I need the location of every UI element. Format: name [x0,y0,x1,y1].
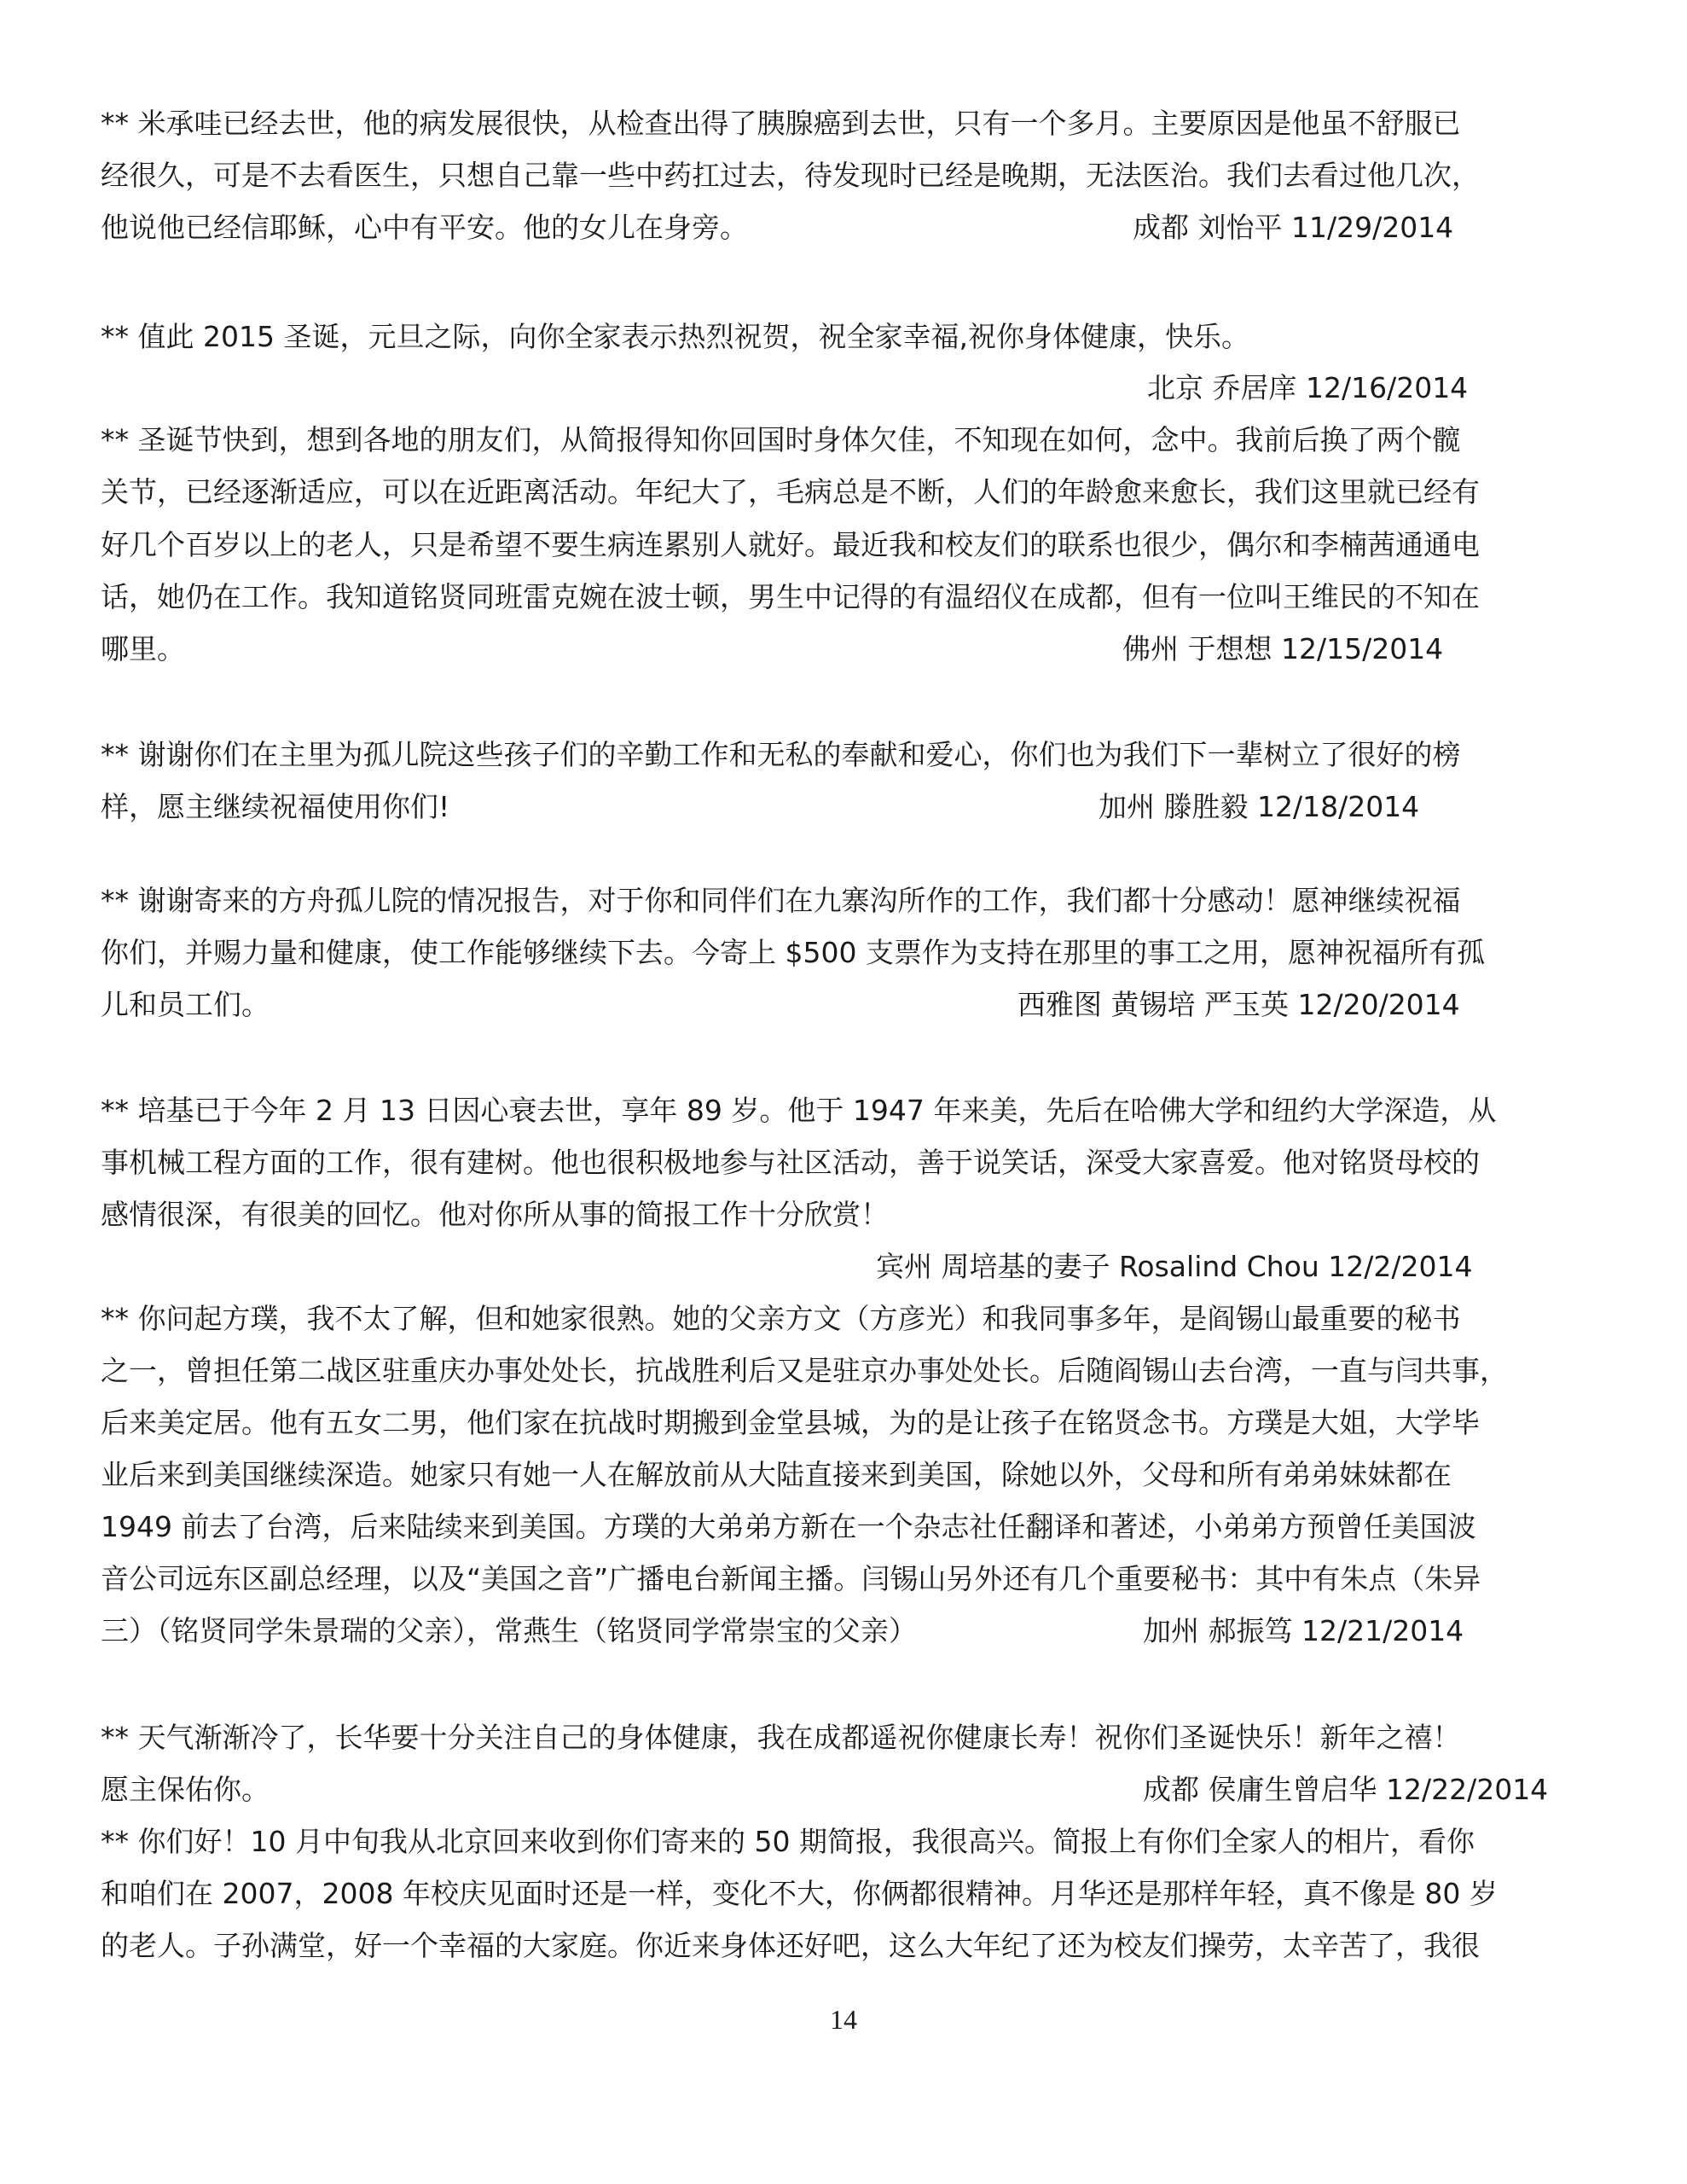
letter-line: 好几个百岁以上的老人，只是希望不要生病连累别人就好。最近我和校友们的联系也很少，偶尔和李楠茜通通电 [101,528,1480,561]
letter-signature: 西雅图 黄锡培 严玉英 12/20/2014 [1017,988,1460,1021]
letter-line: 感情很深，有很美的回忆。他对你所从事的简报工作十分欣赏！ [101,1198,889,1231]
letter-line: ** 米承哇已经去世，他的病发展很快，从检查出得了胰腺癌到去世，只有一个多月。主要原因是他虽不舒服已 [101,107,1461,140]
page-number: 14 [830,2004,857,2035]
letter-line: 愿主保佑你。 [101,1773,270,1806]
letter-line: ** 培基已于今年 2 月 13 日因心衰去世，享年 89 岁。他于 1947 年来美，先后在哈佛大学和纽约大学深造，从 [101,1094,1497,1127]
letter-line: 哪里。 [101,632,185,665]
letter-line: ** 圣诞节快到，想到各地的朋友们，从简报得知你回国时身体欠佳，不知现在如何，念中。我前后换了两个髋 [101,423,1461,456]
letter-line: 他说他已经信耶稣，心中有平安。他的女儿在身旁。 [101,211,748,244]
letter-line: 儿和员工们。 [101,988,270,1021]
letter-signature: 成都 侯庸生曾启华 12/22/2014 [1143,1773,1549,1806]
letter-line: 业后来到美国继续深造。她家只有她一人在解放前从大陆直接来到美国，除她以外，父母和所有弟弟妹妹都在 [101,1458,1452,1491]
letter-line: 事机械工程方面的工作，很有建树。他也很积极地参与社区活动，善于说笑话，深受大家喜爱。他对铭贤母校的 [101,1146,1480,1179]
letter-line: ** 值此 2015 圣诞，元旦之际，向你全家表示热烈祝贺，祝全家幸福,祝你身体健康，快乐。 [101,320,1249,353]
letter-line: 1949 前去了台湾，后来陆续来到美国。方璞的大弟弟方新在一个杂志社任翻译和著述，小弟弟方预曾任美国波 [101,1510,1476,1543]
letter-signature: 宾州 周培基的妻子 Rosalind Chou 12/2/2014 [876,1250,1473,1283]
letter-signature: 成都 刘怡平 11/29/2014 [1133,211,1454,244]
letter-signature: 加州 滕胜毅 12/18/2014 [1099,790,1420,823]
letter-line: ** 你们好！10 月中旬我从北京回来收到你们寄来的 50 期简报，我很高兴。简报上有你们全家人的相片，看你 [101,1825,1475,1858]
letter-line: 话，她仍在工作。我知道铭贤同班雷克婉在波士顿，男生中记得的有温绍仪在成都，但有一位叫王维民的不知在 [101,580,1480,613]
letter-line: ** 谢谢你们在主里为孤儿院这些孩子们的辛勤工作和无私的奉献和爱心，你们也为我们下一辈树立了很好的榜 [101,738,1461,771]
letter-line: 你们，并赐力量和健康，使工作能够继续下去。今寄上 $500 支票作为支持在那里的事工之用，愿神祝福所有孤 [101,936,1485,969]
letter-signature: 加州 郝振笃 12/21/2014 [1143,1614,1464,1647]
letter-line: 后来美定居。他有五女二男，他们家在抗战时期搬到金堂县城，为的是让孩子在铭贤念书。方璞是大姐，大学毕 [101,1406,1480,1439]
letter-line: 三）（铭贤同学朱景瑞的父亲），常燕生（铭贤同学常崇宝的父亲） [101,1614,917,1647]
letter-line: 和咱们在 2007，2008 年校庆见面时还是一样，变化不大，你俩都很精神。月华还是那样年轻，真不像是 80 岁 [101,1877,1498,1910]
letter-line: 音公司远东区副总经理，以及“美国之音”广播电台新闻主播。闫锡山另外还有几个重要秘书：其中有朱点（朱异 [101,1562,1481,1595]
letter-line: 的老人。子孙满堂，好一个幸福的大家庭。你近来身体还好吧，这么大年纪了还为校友们操劳，太辛苦了，我很 [101,1929,1480,1962]
letter-line: 之一，曾担任第二战区驻重庆办事处处长，抗战胜利后又是驻京办事处处长。后随阎锡山去台湾，一直与闫共事， [101,1354,1508,1387]
letter-line: 样，愿主继续祝福使用你们! [101,790,450,823]
letter-signature: 北京 乔居庠 12/16/2014 [1147,371,1469,404]
letter-line: ** 你问起方璞，我不太了解，但和她家很熟。她的父亲方文（方彦光）和我同事多年，是阎锡山最重要的秘书 [101,1302,1461,1335]
letter-line: ** 谢谢寄来的方舟孤儿院的情况报告，对于你和同伴们在九寨沟所作的工作，我们都十分感动！愿神继续祝福 [101,884,1461,917]
letter-line: 关节，已经逐渐适应，可以在近距离活动。年纪大了，毛病总是不断，人们的年龄愈来愈长，我们这里就已经有 [101,475,1480,508]
letter-line: ** 天气渐渐冷了，长华要十分关注自己的身体健康，我在成都遥祝你健康长寿！祝你们圣诞快乐！新年之禧！ [101,1721,1461,1754]
letter-signature: 佛州 于想想 12/15/2014 [1122,632,1444,665]
letter-line: 经很久，可是不去看医生，只想自己靠一些中药扛过去，待发现时已经是晚期，无法医治。我们去看过他几次， [101,159,1480,192]
